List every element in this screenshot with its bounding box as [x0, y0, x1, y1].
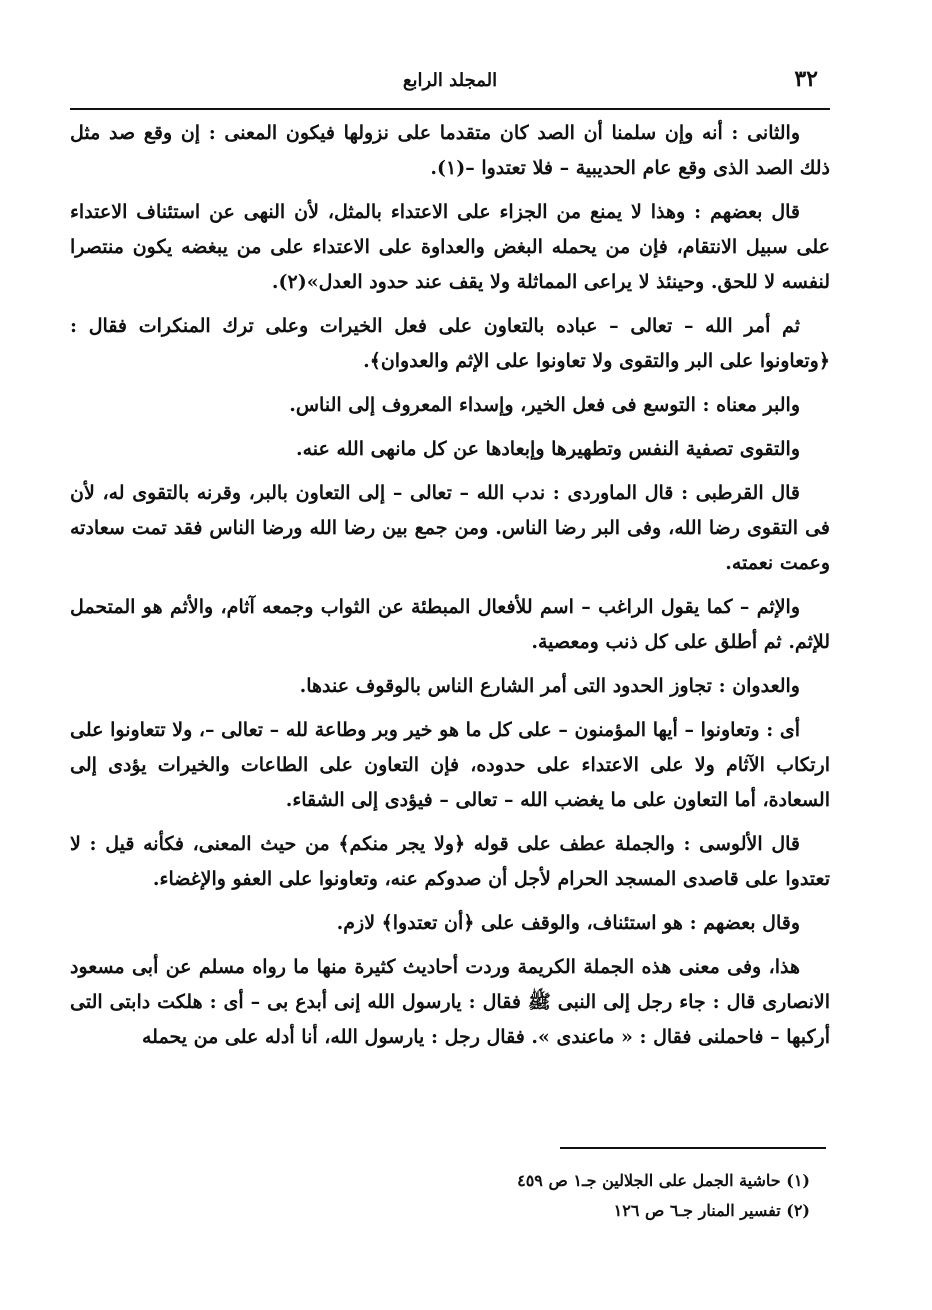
footnote: (٢) تفسير المنار جـ٦ ص ١٢٦	[613, 1201, 810, 1220]
header-rule	[70, 108, 830, 110]
paragraph: وقال بعضهم : هو استئناف، والوقف على ﴿أن تعتدوا﴾ لازم.	[336, 912, 800, 934]
paragraph: والبر معناه : التوسع فى فعل الخير، وإسداء المعروف إلى الناس.	[289, 394, 800, 416]
body-text	[70, 116, 830, 1064]
page-header	[70, 58, 830, 104]
paragraph: أى : وتعاونوا – أيها المؤمنون – على كل ما هو خير وبر وطاعة لله – تعالى –، ولا تتعاونوا على ارتكاب الآثام ولا على الاعتداء على حدوده، فإن التعاون على الطاعات والخيرات يؤدى إلى السعادة، أما التعاون على ما يغضب الله – تعالى – فيؤدى إلى الشقاء.	[70, 719, 830, 811]
paragraph: والإثم – كما يقول الراغب – اسم للأفعال المبطئة عن الثواب وجمعه آثام، والأثم هو المتحمل للإثم. ثم أطلق على كل ذنب ومعصية.	[70, 596, 830, 653]
page-number: ٣٢	[794, 66, 818, 92]
paragraph: هذا، وفى معنى هذه الجملة الكريمة وردت أحاديث كثيرة منها ما رواه مسلم عن أبى مسعود الانصارى قال : جاء رجل إلى النبى ﷺ فقال : يارسول الله إنى أبدع بى – أى : هلكت دابتى التى أركبها – فاحملنى فقال : « ماعندى ». فقال رجل : يارسول الله، أنا أدله على من يحمله	[70, 956, 830, 1048]
paragraph: والثانى : أنه وإن سلمنا أن الصد كان متقدما على نزولها فيكون المعنى : إن وقع صد مثل ذلك الصد الذى وقع عام الحديبية – فلا تعتدوا –(١).	[70, 122, 830, 179]
footnote: (١) حاشية الجمل على الجلالين جـ١ ص ٤٥٩	[517, 1171, 810, 1190]
paragraph: قال الألوسى : والجملة عطف على قوله ﴿ولا يجر منكم﴾ من حيث المعنى، فكأنه قيل : لا تعتدوا على قاصدى المسجد الحرام لأجل أن صدوكم عنه، وتعاونوا على العفو والإغضاء.	[70, 833, 830, 890]
footnote-rule	[560, 1147, 826, 1149]
paragraph: والتقوى تصفية النفس وتطهيرها وإبعادها عن كل مانهى الله عنه.	[295, 438, 800, 460]
paragraph: قال بعضهم : وهذا لا يمنع من الجزاء على الاعتداء بالمثل، لأن النهى عن استئناف الاعتداء على سبيل الانتقام، فإن من يحمله البغض والعداوة على الاعتداء على من يبغضه يكون منتصرا لنفسه لا للحق. وحينئذ لا يراعى المماثلة ولا يقف عند حدود العدل»(٢).	[70, 201, 830, 293]
running-title: المجلد الرابع	[402, 70, 498, 91]
paragraph: قال القرطبى : قال الماوردى : ندب الله – تعالى – إلى التعاون بالبر، وقرنه بالتقوى له، لأن فى التقوى رضا الله، وفى البر رضا الناس. ومن جمع بين رضا الله ورضا الناس فقد تمت سعادته وعمت نعمته.	[70, 482, 830, 574]
paragraph: ثم أمر الله – تعالى – عباده بالتعاون على فعل الخيرات وعلى ترك المنكرات فقال : ﴿وتعاونوا على البر والتقوى ولا تعاونوا على الإثم والعدوان﴾.	[70, 315, 830, 372]
paragraph: والعدوان : تجاوز الحدود التى أمر الشارع الناس بالوقوف عندها.	[299, 675, 800, 697]
footnotes	[70, 1166, 810, 1226]
